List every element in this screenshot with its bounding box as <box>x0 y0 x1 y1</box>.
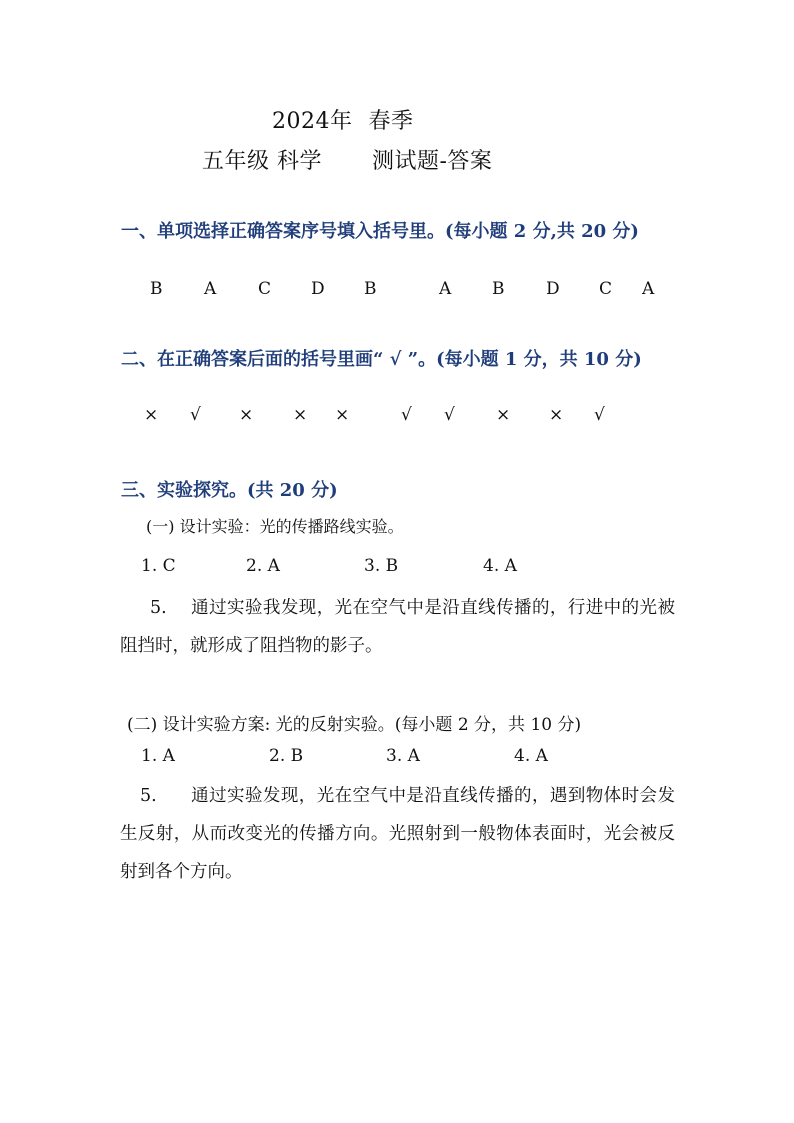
section2-answer: √ <box>401 405 412 425</box>
part2-title: (二) 设计实验方案: 光的反射实验。(每小题 2 分，共 10 分) <box>127 715 582 735</box>
section2-answer: × <box>496 405 511 425</box>
part1-q5-number: 5. <box>150 598 167 618</box>
title-year-season <box>272 104 414 135</box>
section2-answer: × <box>239 405 254 425</box>
section2-answer: × <box>549 405 564 425</box>
part1-title: (一) 设计实验：光的传播路线实验。 <box>146 517 404 536</box>
section1-answer: D <box>311 279 325 299</box>
section2-heading: 二、在正确答案后面的括号里画“ √ ”。(每小题 1 分，共 10 分) <box>121 349 642 370</box>
section2-answer: × <box>144 405 159 425</box>
section2-answer: × <box>293 405 308 425</box>
part1-answer: 1. C <box>141 556 176 576</box>
section1-answer: C <box>599 279 613 299</box>
section1-answer: B <box>364 279 377 299</box>
part1-q5-text: 通过实验我发现，光在空气中是沿直线传播的，行进中的光被阻挡时，就形成了阻挡物的影子。 <box>120 598 675 656</box>
section1-answer: B <box>492 279 505 299</box>
title-test-name: 测试题-答案 <box>372 149 493 174</box>
part1-answer: 2. A <box>246 556 280 576</box>
title-grade-subject: 五年级 科学 <box>202 149 322 174</box>
section2-answer: √ <box>444 405 455 425</box>
section1-answer: A <box>439 279 452 299</box>
section2-answer: √ <box>190 405 201 425</box>
section2-answer: × <box>335 405 350 425</box>
title-year: 2024年 <box>272 109 353 134</box>
title-subject-line <box>202 144 492 175</box>
part2-answer: 4. A <box>514 746 548 766</box>
section2-answer: √ <box>594 405 605 425</box>
section1-answer: B <box>150 279 163 299</box>
part2-answer: 1. A <box>141 746 175 766</box>
section1-answer: A <box>204 279 217 299</box>
part1-answer-row <box>0 556 794 580</box>
section1-heading: 一、单项选择正确答案序号填入括号里。(每小题 2 分,共 20 分) <box>121 221 639 242</box>
part1-question5 <box>120 589 675 665</box>
part2-q5-number: 5. <box>140 786 157 806</box>
section1-answer: C <box>258 279 272 299</box>
section1-answer: D <box>546 279 560 299</box>
part2-answer-row <box>0 746 794 770</box>
part1-answer: 4. A <box>483 556 517 576</box>
part2-question5 <box>120 777 675 891</box>
part1-answer: 3. B <box>364 556 399 576</box>
part2-answer: 2. B <box>269 746 304 766</box>
section1-answer-row <box>0 279 794 303</box>
title-season: 春季 <box>368 109 414 134</box>
section1-answer: A <box>642 279 655 299</box>
section3-heading: 三、实验探究。(共 20 分) <box>121 480 338 501</box>
part2-answer: 3. A <box>386 746 420 766</box>
part2-q5-text: 通过实验发现，光在空气中是沿直线传播的，遇到物体时会发生反射，从而改变光的传播方向。光照射到一般物体表面时，光会被反射到各个方向。 <box>120 786 675 882</box>
section2-answer-row <box>0 405 794 429</box>
